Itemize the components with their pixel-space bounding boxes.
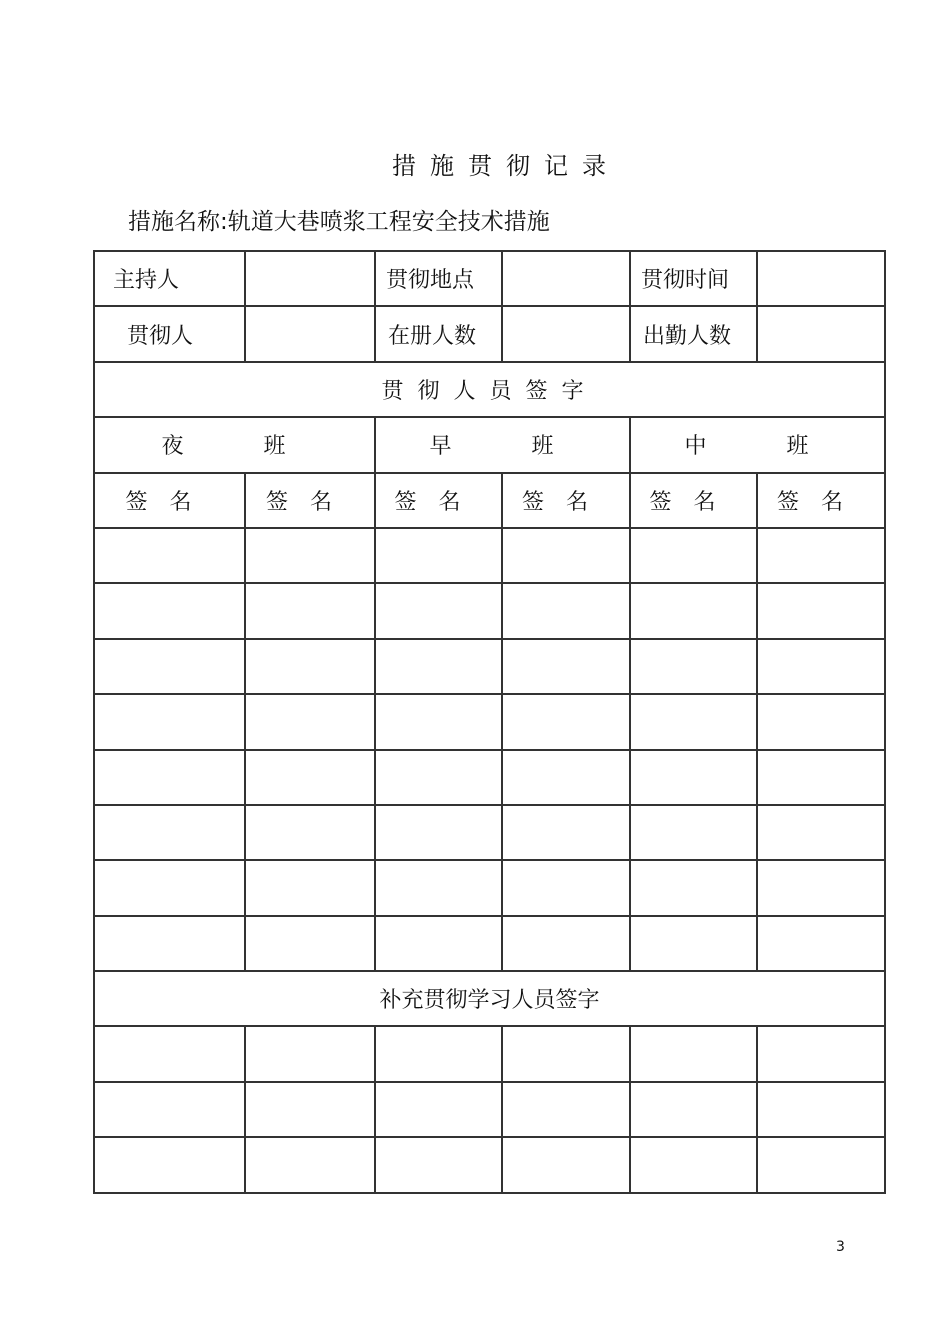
- signature-cell[interactable]: [245, 639, 375, 694]
- signature-cell[interactable]: [502, 694, 630, 749]
- time-label: 贯彻时间: [630, 251, 757, 306]
- signature-cell[interactable]: [94, 916, 245, 971]
- signature-cell[interactable]: [375, 639, 502, 694]
- signature-cell[interactable]: [757, 694, 885, 749]
- signature-cell[interactable]: [245, 750, 375, 805]
- registered-count-label: 在册人数: [375, 306, 502, 361]
- signature-cell[interactable]: [502, 583, 630, 638]
- signature-cell[interactable]: [630, 583, 757, 638]
- signature-cell[interactable]: [375, 528, 502, 583]
- implementer-label: 贯彻人: [94, 306, 245, 361]
- signature-cell[interactable]: [94, 1082, 245, 1137]
- sign-section-title: 贯彻人员签字: [94, 362, 885, 417]
- measure-name-line: [128, 203, 550, 236]
- middle-shift-label: 中 班: [630, 417, 885, 472]
- measure-name: 轨道大巷喷浆工程安全技术措施: [227, 209, 550, 235]
- signature-cell[interactable]: [94, 860, 245, 915]
- measure-label: 措施名称:: [128, 209, 228, 235]
- signature-cell[interactable]: [94, 1026, 245, 1081]
- signature-cell[interactable]: [502, 750, 630, 805]
- supplement-row: [94, 971, 885, 1026]
- signature-cell[interactable]: [375, 750, 502, 805]
- signature-cell[interactable]: [502, 528, 630, 583]
- implementer-field[interactable]: [245, 306, 375, 361]
- page-number: 3: [836, 1239, 845, 1255]
- signature-cell[interactable]: [630, 528, 757, 583]
- signature-cell[interactable]: [245, 694, 375, 749]
- signature-cell[interactable]: [245, 1082, 375, 1137]
- signature-cell[interactable]: [94, 1137, 245, 1192]
- sign-header: 签名: [94, 473, 245, 528]
- signature-row: [94, 639, 885, 694]
- signature-cell[interactable]: [245, 528, 375, 583]
- host-field[interactable]: [245, 251, 375, 306]
- signature-cell[interactable]: [94, 528, 245, 583]
- signature-cell[interactable]: [757, 1082, 885, 1137]
- signature-cell[interactable]: [630, 805, 757, 860]
- signature-cell[interactable]: [502, 639, 630, 694]
- signature-cell[interactable]: [375, 805, 502, 860]
- supplement-signature-row: [94, 1137, 885, 1192]
- shift-row: [94, 417, 885, 472]
- record-table: [93, 250, 886, 1194]
- signature-cell[interactable]: [245, 1137, 375, 1192]
- attendance-count-label: 出勤人数: [630, 306, 757, 361]
- signature-cell[interactable]: [630, 639, 757, 694]
- signature-cell[interactable]: [245, 916, 375, 971]
- sign-section-row: [94, 362, 885, 417]
- signature-cell[interactable]: [630, 1137, 757, 1192]
- signature-cell[interactable]: [502, 1026, 630, 1081]
- signature-cell[interactable]: [630, 694, 757, 749]
- sign-header: 签名: [502, 473, 630, 528]
- signature-cell[interactable]: [757, 1137, 885, 1192]
- signature-cell[interactable]: [94, 583, 245, 638]
- signature-cell[interactable]: [757, 639, 885, 694]
- signature-cell[interactable]: [630, 916, 757, 971]
- document-title: 措施贯彻记录: [392, 152, 620, 180]
- signature-cell[interactable]: [757, 805, 885, 860]
- signature-cell[interactable]: [502, 1082, 630, 1137]
- signature-cell[interactable]: [245, 805, 375, 860]
- signature-cell[interactable]: [94, 639, 245, 694]
- signature-cell[interactable]: [94, 750, 245, 805]
- signature-row: [94, 860, 885, 915]
- host-label: 主持人: [94, 251, 245, 306]
- signature-cell[interactable]: [757, 750, 885, 805]
- signature-cell[interactable]: [502, 860, 630, 915]
- signature-cell[interactable]: [94, 805, 245, 860]
- signature-cell[interactable]: [502, 916, 630, 971]
- signature-row: [94, 750, 885, 805]
- signature-cell[interactable]: [757, 583, 885, 638]
- info-row: [94, 306, 885, 361]
- supplement-signature-row: [94, 1082, 885, 1137]
- signature-cell[interactable]: [630, 860, 757, 915]
- info-row: [94, 251, 885, 306]
- time-field[interactable]: [757, 251, 885, 306]
- supplement-signature-row: [94, 1026, 885, 1081]
- sign-header: 签名: [375, 473, 502, 528]
- signature-cell[interactable]: [375, 916, 502, 971]
- night-shift-label: 夜 班: [94, 417, 375, 472]
- signature-row: [94, 528, 885, 583]
- supplement-title: 补充贯彻学习人员签字: [94, 971, 885, 1026]
- signature-cell[interactable]: [375, 1082, 502, 1137]
- signature-cell[interactable]: [757, 528, 885, 583]
- signature-row: [94, 694, 885, 749]
- signature-cell[interactable]: [245, 583, 375, 638]
- sign-header: 签名: [757, 473, 885, 528]
- signature-cell[interactable]: [630, 750, 757, 805]
- signature-cell[interactable]: [375, 1137, 502, 1192]
- attendance-count-field[interactable]: [757, 306, 885, 361]
- morning-shift-label: 早 班: [375, 417, 630, 472]
- sign-header-row: [94, 473, 885, 528]
- signature-cell[interactable]: [375, 694, 502, 749]
- signature-cell[interactable]: [245, 1026, 375, 1081]
- sign-header: 签名: [245, 473, 375, 528]
- signature-row: [94, 916, 885, 971]
- signature-cell[interactable]: [757, 860, 885, 915]
- signature-cell[interactable]: [375, 860, 502, 915]
- signature-cell[interactable]: [502, 1137, 630, 1192]
- signature-cell[interactable]: [630, 1026, 757, 1081]
- signature-cell[interactable]: [757, 916, 885, 971]
- signature-cell[interactable]: [245, 860, 375, 915]
- signature-cell[interactable]: [630, 1082, 757, 1137]
- registered-count-field[interactable]: [502, 306, 630, 361]
- location-label: 贯彻地点: [375, 251, 502, 306]
- signature-row: [94, 805, 885, 860]
- location-field[interactable]: [502, 251, 630, 306]
- sign-header: 签名: [630, 473, 757, 528]
- signature-cell[interactable]: [94, 694, 245, 749]
- signature-cell[interactable]: [375, 1026, 502, 1081]
- signature-cell[interactable]: [502, 805, 630, 860]
- signature-row: [94, 583, 885, 638]
- signature-cell[interactable]: [375, 583, 502, 638]
- signature-cell[interactable]: [757, 1026, 885, 1081]
